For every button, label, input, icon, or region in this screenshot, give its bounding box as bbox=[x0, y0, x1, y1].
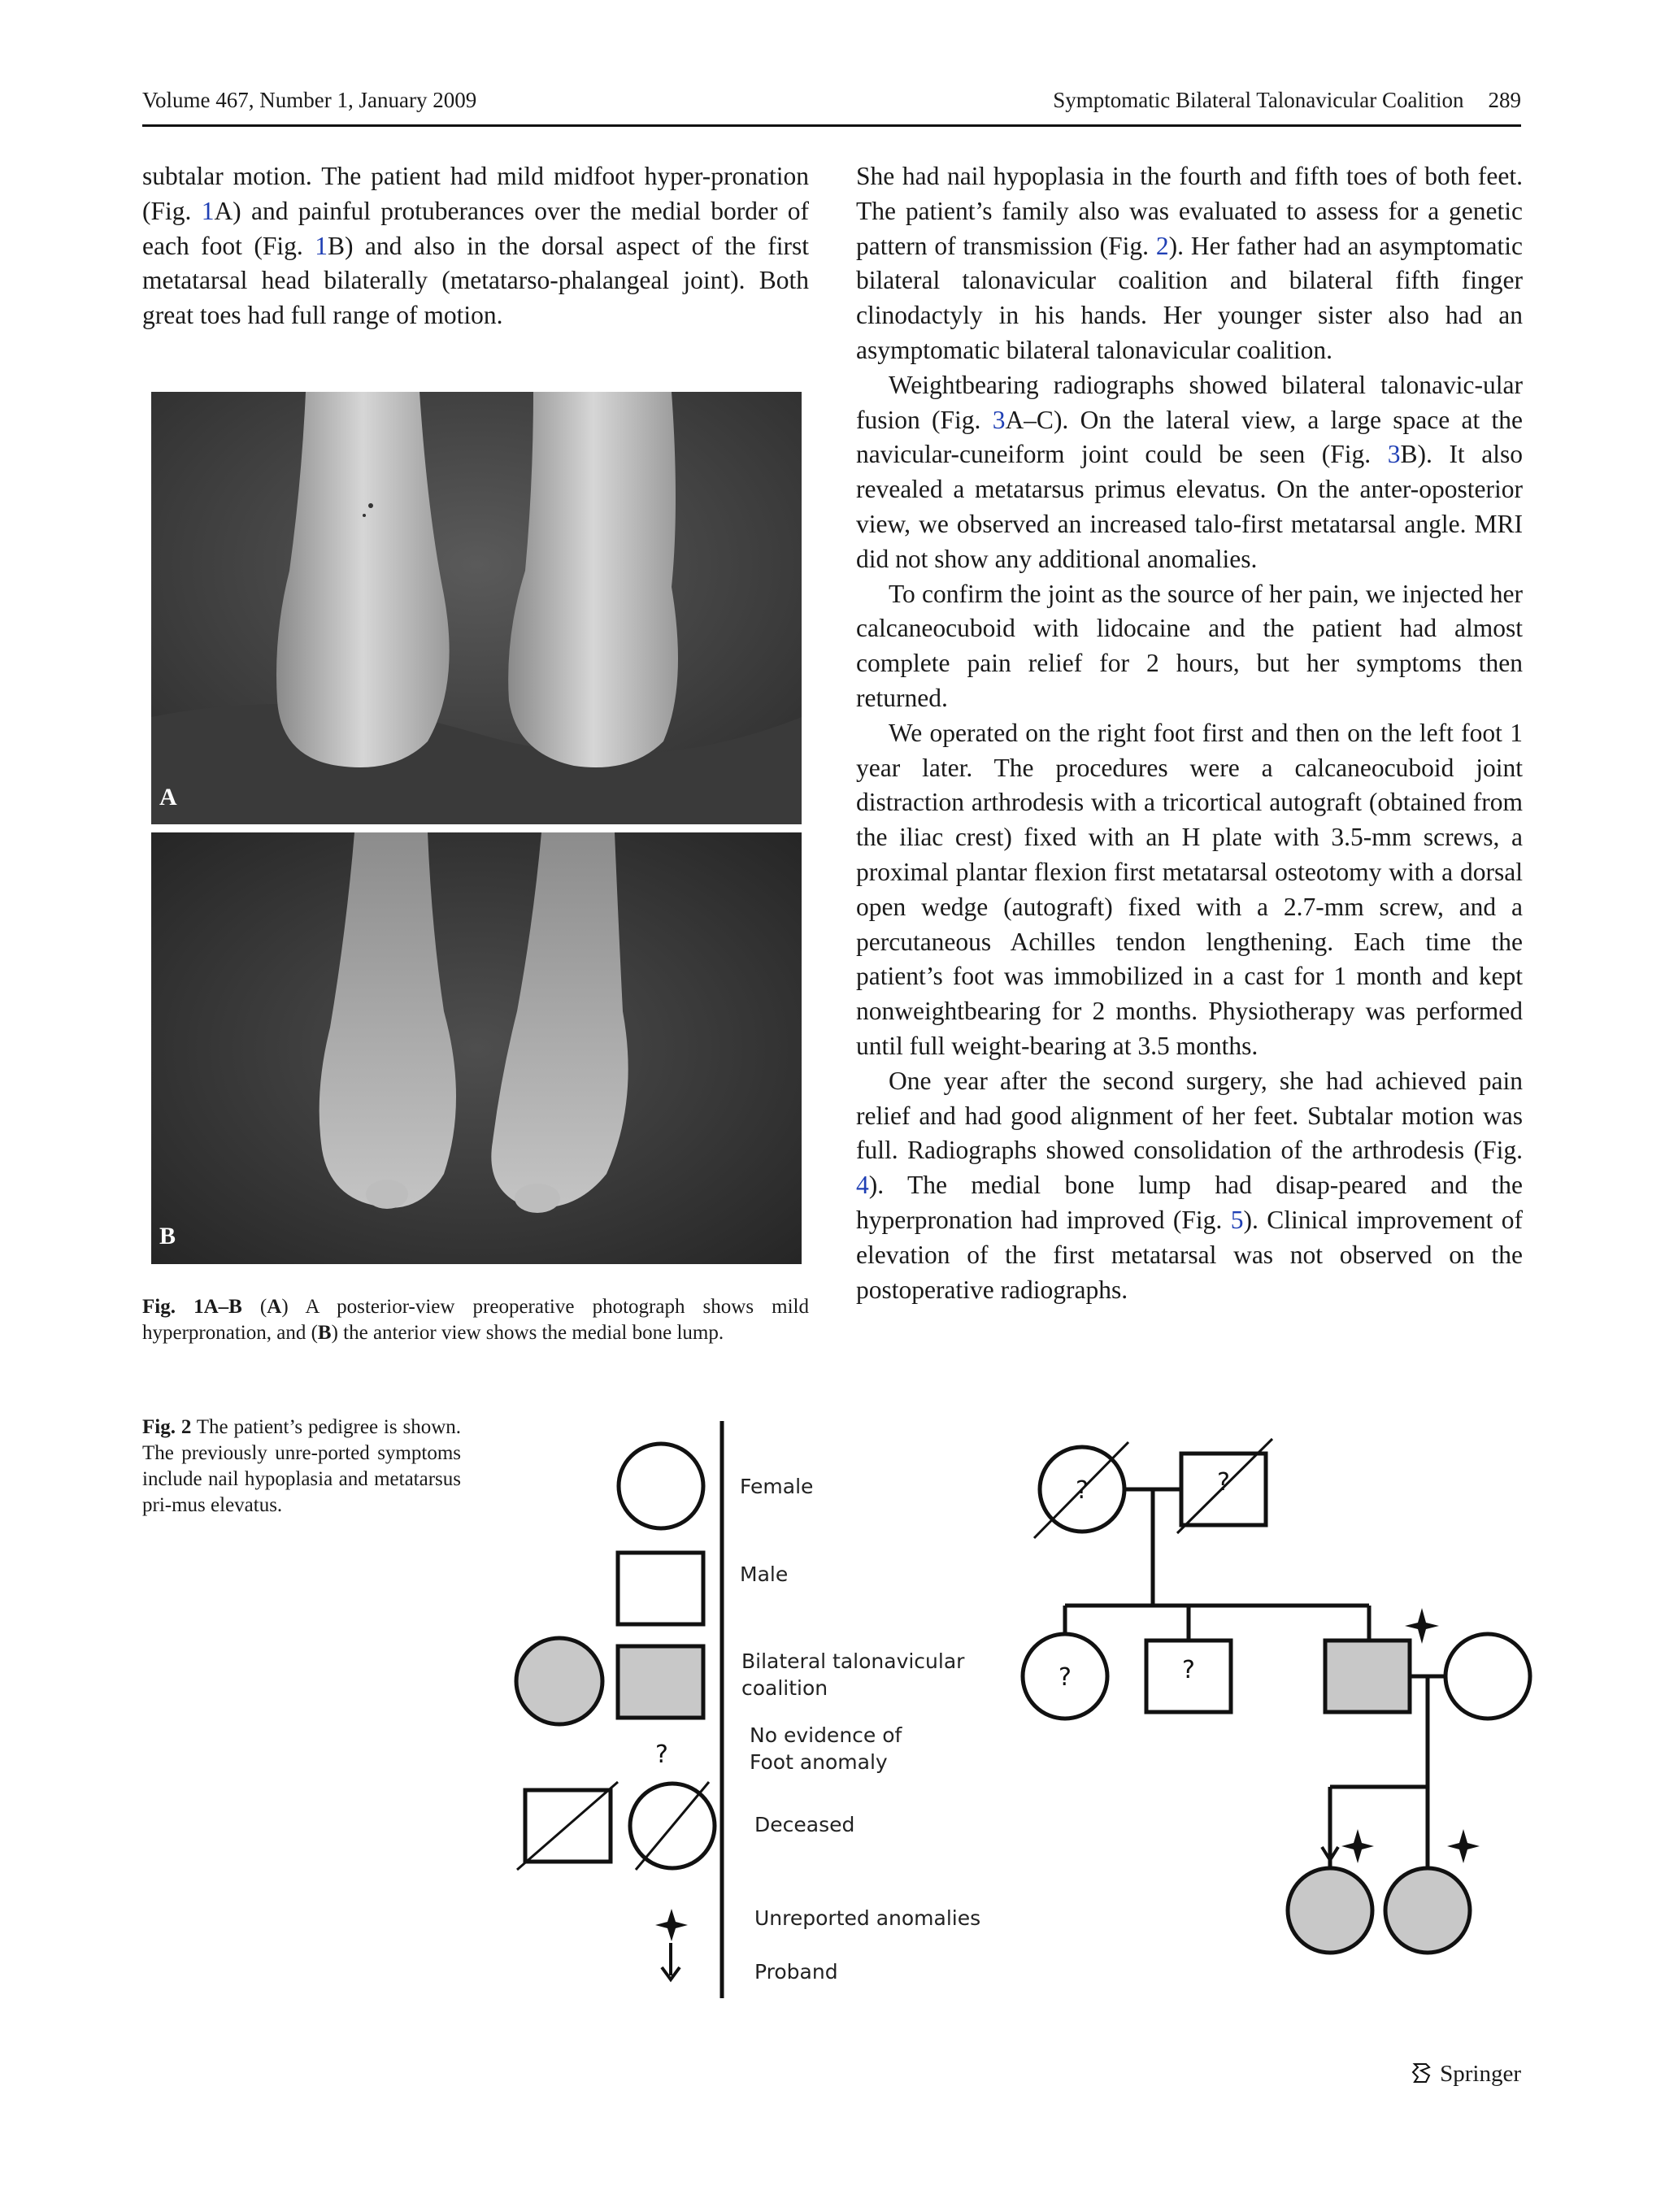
text-run: She had nail hypoplasia in the fourth and fifth toes of both feet. The patient’s family also was evaluated to assess for a genetic pattern of transmission (Fig. bbox=[856, 162, 1523, 260]
uncle-question-mark: ? bbox=[1182, 1656, 1195, 1684]
springer-logo-icon bbox=[1410, 2061, 1434, 2085]
paragraph bbox=[856, 1064, 1523, 1308]
paragraph bbox=[142, 159, 809, 333]
legend-label-proband: Proband bbox=[754, 1960, 838, 1984]
figure-1a-photo bbox=[151, 392, 802, 824]
text-run: We operated on the right foot first and then on the left foot 1 year later. The procedures were a calcaneocuboid joint distraction arthrodesis with a tricortical autograft (obtained from the iliac crest) fixed with an H plate with 3.5-mm screws, a proximal plantar flexion first metatarsal osteotomy with a dorsal open wedge (autograft) fixed with a 2.7-mm screw, and a percutaneous Achilles tendon lengthening. Each time the patient’s foot was immobilized in a cast for 1 month and kept nonweightbearing for 2 months. Physiotherapy was performed until full weight-bearing at 3.5 months. bbox=[856, 718, 1523, 1060]
text-run: B) and also in the dorsal aspect of the first metatarsal head bilaterally (metatarso-phalangeal joint). Both great toes had full range of motion. bbox=[142, 231, 809, 330]
header-rule bbox=[142, 124, 1521, 127]
left-column-text bbox=[142, 159, 809, 333]
publisher-footer bbox=[1410, 2061, 1521, 2088]
sister-star-icon bbox=[1447, 1829, 1480, 1863]
caption-text: The patient’s pedigree is shown. The previously unre-ported symptoms include nail hypoplasia and metatarsus pri-mus elevatus. bbox=[142, 1416, 461, 1516]
caption-label: Fig. 1A–B bbox=[142, 1296, 242, 1318]
panel-letter-b: B bbox=[159, 1223, 176, 1249]
father-symbol bbox=[1325, 1641, 1410, 1712]
running-head-title-group bbox=[1053, 88, 1521, 113]
text-run: ). Clinical improvement of elevation of the first metatarsal was not observed on the postoperative radiographs. bbox=[856, 1205, 1523, 1304]
figure-reference-link[interactable]: 2 bbox=[1155, 231, 1169, 260]
grandfather-question-mark: ? bbox=[1217, 1468, 1230, 1497]
paragraph bbox=[856, 159, 1523, 368]
legend-question-mark: ? bbox=[655, 1740, 668, 1769]
figure-reference-link[interactable]: 4 bbox=[856, 1171, 869, 1200]
deceased-male-slash bbox=[517, 1782, 618, 1870]
aunt-question-mark: ? bbox=[1059, 1663, 1072, 1692]
caption-text-part2: ) the anterior view shows the medial bone lump. bbox=[331, 1322, 724, 1344]
legend-label-unknown-2: Foot anomaly bbox=[750, 1750, 888, 1774]
text-run: ). The medial bone lump had disap-peared and the hyperpronation had improved (Fig. bbox=[856, 1171, 1523, 1234]
figure-1-caption: Fig. 1A–B (A) A posterior-view preoperative photograph shows mild hyperpronation, and (B) the anterior view shows the medial bone lump. bbox=[142, 1296, 810, 1344]
text-run: A–C). On the lateral view, a large space at the navicular-cuneiform joint could be seen (Fig. bbox=[856, 405, 1524, 469]
proband-star-icon bbox=[1341, 1829, 1374, 1863]
posterior-feet-photo bbox=[151, 392, 802, 824]
affected-female-symbol bbox=[516, 1638, 602, 1724]
running-head-issue: Volume 467, Number 1, January 2009 bbox=[142, 88, 477, 112]
figure-reference-link[interactable]: 5 bbox=[1230, 1205, 1244, 1234]
anterior-feet-photo bbox=[151, 832, 802, 1264]
figure-reference-link[interactable]: 3 bbox=[1387, 440, 1401, 469]
sister-symbol bbox=[1385, 1868, 1470, 1953]
legend-star-icon bbox=[655, 1909, 688, 1941]
caption-text-part1: A posterior-view preoperative photograph shows mild hyperpronation, and ( bbox=[142, 1296, 810, 1344]
running-head-title: Symptomatic Bilateral Talonavicular Coalition bbox=[1053, 88, 1464, 112]
father-star-icon bbox=[1405, 1608, 1439, 1644]
text-run: subtalar motion. The patient had mild midfoot hyper-pronation (Fig. bbox=[142, 162, 809, 225]
publisher-name: Springer bbox=[1440, 2061, 1521, 2087]
affected-male-symbol bbox=[618, 1646, 703, 1718]
proband-symbol bbox=[1288, 1868, 1372, 1953]
panel-letter-a: A bbox=[159, 784, 177, 810]
legend-label-unreported: Unreported anomalies bbox=[754, 1906, 981, 1930]
paragraph bbox=[856, 577, 1523, 716]
caption-marker-b: B bbox=[317, 1322, 332, 1344]
legend-label-deceased: Deceased bbox=[754, 1813, 855, 1836]
text-run: Weightbearing radiographs showed bilateral talonavic-ular fusion (Fig. bbox=[856, 370, 1523, 434]
legend-label-male: Male bbox=[740, 1562, 789, 1586]
grandmother-question-mark: ? bbox=[1076, 1476, 1089, 1505]
legend-label-affected-2: coalition bbox=[741, 1676, 828, 1700]
pedigree-figure bbox=[488, 1415, 1545, 2008]
figure-reference-link[interactable]: 3 bbox=[992, 405, 1006, 434]
caption-marker-a: A bbox=[267, 1296, 282, 1318]
male-symbol bbox=[618, 1553, 703, 1624]
figure-2-caption bbox=[142, 1415, 461, 1519]
figure-1b-photo bbox=[151, 832, 802, 1264]
legend-label-unknown-1: No evidence of bbox=[750, 1723, 902, 1747]
paragraph bbox=[856, 716, 1523, 1064]
legend-label-female: Female bbox=[740, 1475, 814, 1498]
text-run: B). It also revealed a metatarsus primus elevatus. On the anter-oposterior view, we observed an increased talo-first metatarsal angle. MRI did not show any additional anomalies. bbox=[856, 440, 1523, 573]
figure-reference-link[interactable]: 1 bbox=[315, 231, 328, 260]
deceased-female-slash bbox=[636, 1782, 709, 1870]
text-run: To confirm the joint as the source of her pain, we injected her calcaneocuboid with lidocaine and the patient had almost complete pain relief for 2 hours, but her symptoms then returned. bbox=[856, 579, 1523, 712]
paragraph bbox=[856, 368, 1523, 577]
figure-reference-link[interactable]: 1 bbox=[201, 196, 215, 225]
text-run: ). Her father had an asymptomatic bilateral talonavicular coalition and bilateral fifth finger clinodactyly in his hands. Her younger sister also had an asymptomatic bilateral talonavicular coalition. bbox=[856, 231, 1523, 364]
legend-label-affected-1: Bilateral talonavicular bbox=[741, 1649, 965, 1673]
text-run: A) and painful protuberances over the medial border of each foot (Fig. bbox=[142, 196, 810, 260]
female-symbol bbox=[619, 1444, 703, 1528]
right-column-text bbox=[856, 159, 1523, 1307]
page-number: 289 bbox=[1488, 88, 1521, 112]
mother-symbol bbox=[1445, 1634, 1530, 1719]
caption-label: Fig. 2 bbox=[142, 1416, 192, 1438]
text-run: One year after the second surgery, she had achieved pain relief and had good alignment of her feet. Subtalar motion was full. Radiographs showed consolidation of the arthrodesis (Fig. bbox=[856, 1066, 1523, 1165]
